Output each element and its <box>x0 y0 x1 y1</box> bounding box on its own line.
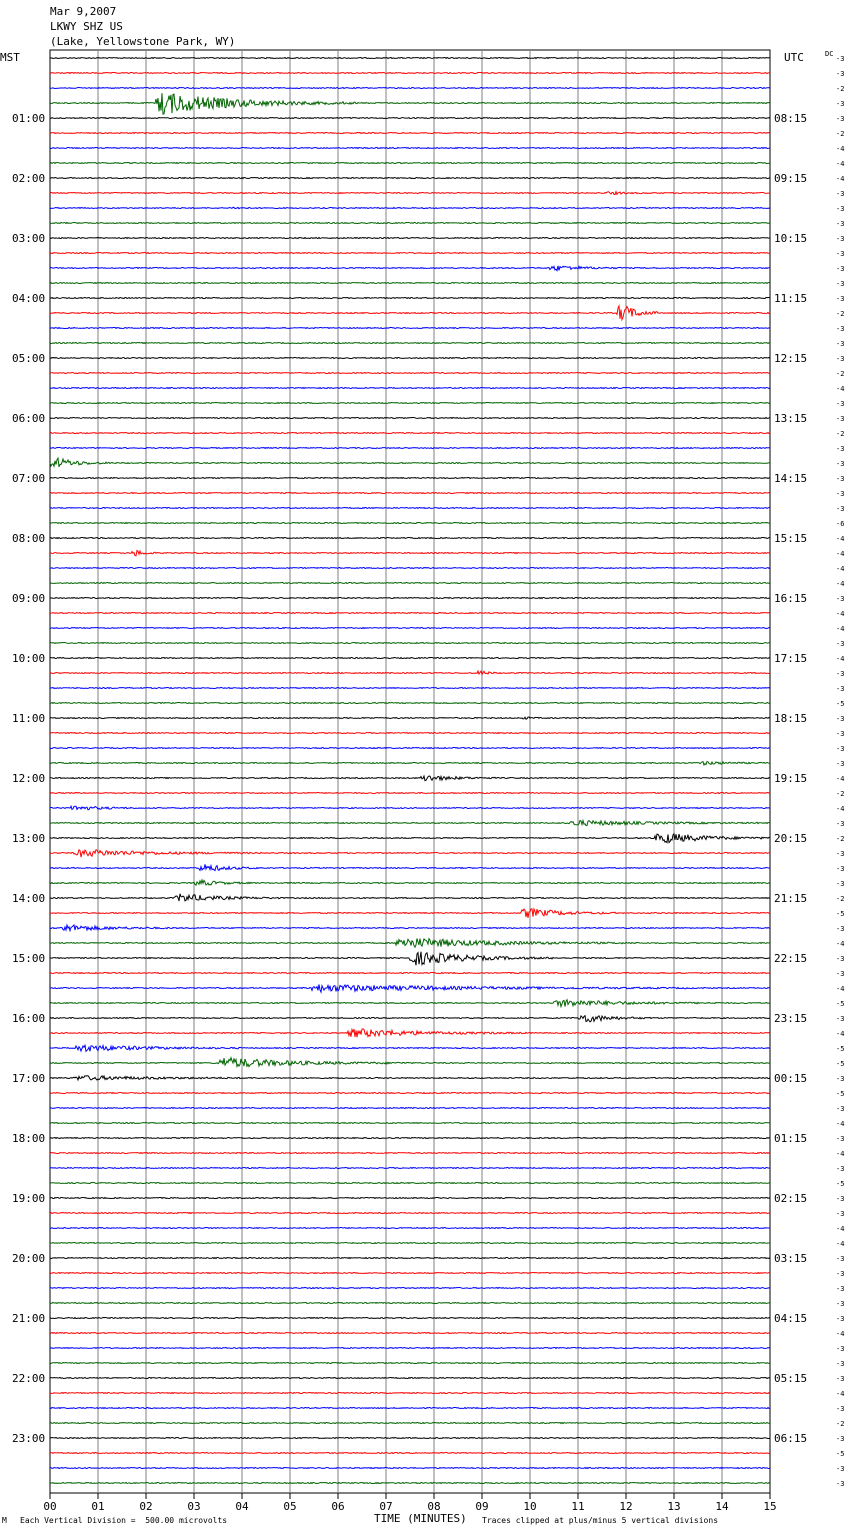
trace-line <box>50 583 770 584</box>
trace-line <box>50 418 770 419</box>
dc-offset-label: -3 <box>836 415 845 423</box>
dc-offset-label: -4 <box>836 1030 845 1038</box>
trace-line <box>50 1000 770 1007</box>
dc-offset-label: -5 <box>836 1090 845 1098</box>
dc-offset-label: -4 <box>836 1390 845 1398</box>
dc-offset-label: -4 <box>836 160 845 168</box>
trace-line <box>50 192 770 195</box>
trace-line <box>50 1423 770 1424</box>
trace-line <box>50 178 770 179</box>
dc-offset-label: -4 <box>836 1150 845 1158</box>
right-hour-label: 12:15 <box>774 352 808 365</box>
dc-offset-label: -4 <box>836 625 845 633</box>
trace-line <box>50 163 770 164</box>
left-hour-label: 22:00 <box>12 1372 46 1385</box>
dc-offset-label: -3 <box>836 205 845 213</box>
right-hour-label: 09:15 <box>774 172 808 185</box>
dc-offset-label: -4 <box>836 940 845 948</box>
dc-offset-label: -3 <box>836 715 845 723</box>
dc-offset-label: -4 <box>836 1120 845 1128</box>
x-tick-label: 04 <box>235 1500 249 1513</box>
trace-line <box>50 1483 770 1484</box>
right-hour-label: 22:15 <box>774 952 808 965</box>
dc-offset-label: -4 <box>836 550 845 558</box>
x-tick-label: 14 <box>715 1500 729 1513</box>
dc-offset-label: -3 <box>836 340 845 348</box>
dc-offset-label: -4 <box>836 805 845 813</box>
dc-offset-label: -6 <box>836 520 845 528</box>
trace-line <box>50 568 770 569</box>
trace-line <box>50 433 770 434</box>
trace-line <box>50 776 770 781</box>
trace-line <box>50 1303 770 1304</box>
left-hour-label: 21:00 <box>12 1312 46 1325</box>
dc-offset-label: -2 <box>836 835 845 843</box>
trace-line <box>50 358 770 359</box>
dc-offset-label: -3 <box>836 850 845 858</box>
left-hour-label: 04:00 <box>12 292 46 305</box>
trace-line <box>50 133 770 134</box>
trace-line <box>50 1333 770 1334</box>
clip-note: Traces clipped at plus/minus 5 vertical divisions <box>482 1516 719 1525</box>
dc-offset-label: -3 <box>836 55 845 63</box>
right-hour-label: 18:15 <box>774 712 808 725</box>
header-station: LKWY SHZ US <box>50 20 123 33</box>
trace-line <box>50 834 770 843</box>
trace-line <box>50 1348 770 1349</box>
dc-offset-label: -4 <box>836 985 845 993</box>
right-hour-label: 19:15 <box>774 772 808 785</box>
right-hour-label: 17:15 <box>774 652 808 665</box>
trace-line <box>50 1408 770 1409</box>
dc-offset-label: -3 <box>836 400 845 408</box>
dc-offset-label: -3 <box>836 1015 845 1023</box>
x-tick-label: 09 <box>475 1500 489 1513</box>
right-hour-label: 16:15 <box>774 592 808 605</box>
right-hour-label: 05:15 <box>774 1372 808 1385</box>
dc-offset-label: -3 <box>836 1465 845 1473</box>
dc-offset-label: -3 <box>836 1435 845 1443</box>
trace-line <box>50 985 770 993</box>
trace-line <box>50 448 770 449</box>
dc-offset-label: -3 <box>836 745 845 753</box>
trace-line <box>50 1183 770 1184</box>
dc-offset-label: -3 <box>836 1405 845 1413</box>
x-tick-label: 10 <box>523 1500 537 1513</box>
left-hour-label: 18:00 <box>12 1132 46 1145</box>
trace-line <box>50 403 770 404</box>
dc-offset-label: -3 <box>836 1210 845 1218</box>
dc-offset-label: -3 <box>836 1480 845 1488</box>
dc-offset-label: -3 <box>836 1105 845 1113</box>
trace-line <box>50 821 770 826</box>
dc-offset-label: -2 <box>836 790 845 798</box>
right-hour-label: 14:15 <box>774 472 808 485</box>
scale-note: Each Vertical Division = 500.00 microvolts <box>20 1516 228 1525</box>
left-hour-label: 11:00 <box>12 712 46 725</box>
trace-line <box>50 1438 770 1439</box>
trace-line <box>50 1453 770 1454</box>
left-hour-label: 01:00 <box>12 112 46 125</box>
trace-line <box>50 238 770 239</box>
dc-offset-label: -5 <box>836 1180 845 1188</box>
right-hour-label: 13:15 <box>774 412 808 425</box>
dc-offset-label: -3 <box>836 460 845 468</box>
corner-mark: M <box>2 1516 7 1525</box>
trace-line <box>50 1393 770 1394</box>
header-location: (Lake, Yellowstone Park, WY) <box>50 35 236 48</box>
right-hour-label: 03:15 <box>774 1252 808 1265</box>
dc-offset-label: -3 <box>836 1345 845 1353</box>
dc-offset-label: -3 <box>836 1315 845 1323</box>
trace-line <box>50 806 770 810</box>
trace-line <box>50 793 770 794</box>
right-hour-label: 08:15 <box>774 112 808 125</box>
left-hour-label: 12:00 <box>12 772 46 785</box>
dc-offset-label: -4 <box>836 145 845 153</box>
x-tick-label: 02 <box>139 1500 153 1513</box>
trace-line <box>50 1213 770 1214</box>
right-hour-label: 01:15 <box>774 1132 808 1145</box>
trace-line <box>50 373 770 374</box>
dc-offset-label: -5 <box>836 700 845 708</box>
trace-line <box>50 703 770 704</box>
trace-line <box>50 1016 770 1022</box>
trace-line <box>50 1108 770 1109</box>
x-tick-label: 06 <box>331 1500 345 1513</box>
x-tick-label: 05 <box>283 1500 297 1513</box>
trace-line <box>50 1123 770 1124</box>
dc-offset-label: -3 <box>836 475 845 483</box>
header-date: Mar 9,2007 <box>50 5 117 18</box>
trace-line <box>50 850 770 857</box>
trace-line <box>50 306 770 320</box>
dc-offset-label: -4 <box>836 385 845 393</box>
trace-line <box>50 1076 770 1080</box>
left-hour-label: 08:00 <box>12 532 46 545</box>
dc-offset-label: -3 <box>836 445 845 453</box>
left-hour-label: 06:00 <box>12 412 46 425</box>
left-hour-label: 10:00 <box>12 652 46 665</box>
dc-offset-label: -3 <box>836 1135 845 1143</box>
dc-offset-label: -3 <box>836 865 845 873</box>
dc-offset-label: -3 <box>836 1195 845 1203</box>
trace-line <box>50 343 770 344</box>
dc-offset-label: -5 <box>836 1450 845 1458</box>
dc-offset-label: -3 <box>836 595 845 603</box>
trace-line <box>50 478 770 479</box>
dc-offset-label: -5 <box>836 910 845 918</box>
dc-offset-label: -4 <box>836 535 845 543</box>
dc-offset-label: -4 <box>836 775 845 783</box>
trace-line <box>50 909 770 918</box>
trace-line <box>50 894 770 901</box>
trace-line <box>50 1093 770 1094</box>
trace-line <box>50 118 770 119</box>
dc-offset-label: -3 <box>836 355 845 363</box>
trace-line <box>50 717 770 719</box>
dc-offset-label: -5 <box>836 1060 845 1068</box>
trace-line <box>50 93 770 114</box>
x-tick-label: 08 <box>427 1500 441 1513</box>
trace-line <box>50 266 770 271</box>
trace-line <box>50 598 770 599</box>
trace-line <box>50 762 770 766</box>
right-hour-label: 23:15 <box>774 1012 808 1025</box>
dc-offset-label: -3 <box>836 670 845 678</box>
left-hour-label: 16:00 <box>12 1012 46 1025</box>
trace-line <box>50 643 770 644</box>
right-hour-label: 02:15 <box>774 1192 808 1205</box>
dc-offset-label: -2 <box>836 895 845 903</box>
trace-line <box>50 658 770 659</box>
dc-offset-label: -3 <box>836 880 845 888</box>
trace-line <box>50 1243 770 1244</box>
left-hour-label: 20:00 <box>12 1252 46 1265</box>
trace-line <box>50 298 770 299</box>
dc-offset-label: -2 <box>836 85 845 93</box>
dc-offset-label: -2 <box>836 370 845 378</box>
trace-line <box>50 148 770 149</box>
right-timezone-label: UTC <box>784 51 804 64</box>
trace-line <box>50 388 770 389</box>
right-hour-label: 20:15 <box>774 832 808 845</box>
right-hour-label: 15:15 <box>774 532 808 545</box>
dc-offset-label: -4 <box>836 1330 845 1338</box>
dc-offset-label: -3 <box>836 1270 845 1278</box>
dc-offset-label: -4 <box>836 1240 845 1248</box>
dc-offset-label: -4 <box>836 175 845 183</box>
x-tick-label: 13 <box>667 1500 681 1513</box>
trace-line <box>50 1468 770 1469</box>
left-hour-label: 13:00 <box>12 832 46 845</box>
trace-line <box>50 508 770 509</box>
trace-line <box>50 671 770 675</box>
dc-offset-label: -2 <box>836 1420 845 1428</box>
trace-line <box>50 1168 770 1169</box>
trace-line <box>50 1363 770 1364</box>
dc-offset-label: -3 <box>836 250 845 258</box>
dc-offset-label: -3 <box>836 955 845 963</box>
x-tick-label: 11 <box>571 1500 585 1513</box>
dc-offset-label: -3 <box>836 1165 845 1173</box>
trace-line <box>50 628 770 629</box>
dc-offset-label: -3 <box>836 295 845 303</box>
x-tick-label: 07 <box>379 1500 393 1513</box>
trace-line <box>50 1138 770 1139</box>
dc-offset-label: -3 <box>836 1360 845 1368</box>
trace-line <box>50 688 770 689</box>
x-axis-title: TIME (MINUTES) <box>374 1512 467 1525</box>
trace-line <box>50 328 770 329</box>
dc-offset-label: -3 <box>836 1255 845 1263</box>
trace-line <box>50 1198 770 1199</box>
dc-offset-label: -4 <box>836 565 845 573</box>
trace-line <box>50 1288 770 1289</box>
trace-line <box>50 551 770 556</box>
trace-line <box>50 748 770 749</box>
dc-offset-label: -4 <box>836 1225 845 1233</box>
trace-line <box>50 1228 770 1229</box>
dc-offset-label: -3 <box>836 1375 845 1383</box>
trace-line <box>50 73 770 74</box>
trace-line <box>50 939 770 948</box>
left-hour-label: 03:00 <box>12 232 46 245</box>
dc-offset-label: -2 <box>836 310 845 318</box>
dc-offset-label: -4 <box>836 580 845 588</box>
dc-offset-label: -3 <box>836 685 845 693</box>
trace-line <box>50 1045 770 1051</box>
dc-offset-label: -3 <box>836 280 845 288</box>
dc-offset-label: -3 <box>836 100 845 108</box>
dc-offset-label: -3 <box>836 235 845 243</box>
dc-offset-label: -3 <box>836 505 845 513</box>
dc-offset-label: -2 <box>836 130 845 138</box>
dc-offset-label: -3 <box>836 640 845 648</box>
trace-line <box>50 1378 770 1379</box>
trace-line <box>50 538 770 539</box>
trace-line <box>50 733 770 734</box>
x-tick-label: 00 <box>43 1500 57 1513</box>
left-hour-label: 09:00 <box>12 592 46 605</box>
dc-offset-label: -3 <box>836 1300 845 1308</box>
right-hour-label: 10:15 <box>774 232 808 245</box>
dc-offset-label: -3 <box>836 490 845 498</box>
dc-offset-label: -3 <box>836 1075 845 1083</box>
left-timezone-label: MST <box>0 51 20 64</box>
x-tick-label: 15 <box>763 1500 777 1513</box>
dc-offset-label: -2 <box>836 430 845 438</box>
trace-line <box>50 88 770 89</box>
trace-line <box>50 493 770 494</box>
trace-line <box>50 253 770 254</box>
dc-offset-label: -3 <box>836 760 845 768</box>
x-tick-label: 01 <box>91 1500 105 1513</box>
dc-offset-label: -4 <box>836 655 845 663</box>
trace-line <box>50 864 770 870</box>
trace-line <box>50 1318 770 1319</box>
dc-label: DC <box>825 50 834 58</box>
dc-offset-label: -3 <box>836 265 845 273</box>
left-hour-label: 17:00 <box>12 1072 46 1085</box>
dc-offset-label: -4 <box>836 610 845 618</box>
right-hour-label: 04:15 <box>774 1312 808 1325</box>
dc-offset-label: -3 <box>836 115 845 123</box>
left-hour-label: 15:00 <box>12 952 46 965</box>
right-hour-label: 21:15 <box>774 892 808 905</box>
trace-line <box>50 207 770 209</box>
trace-line <box>50 1258 770 1259</box>
trace-line <box>50 1153 770 1154</box>
dc-offset-label: -3 <box>836 925 845 933</box>
trace-line <box>50 952 770 966</box>
right-hour-label: 11:15 <box>774 292 808 305</box>
dc-offset-label: -5 <box>836 1045 845 1053</box>
dc-offset-label: -3 <box>836 70 845 78</box>
trace-line <box>50 973 770 974</box>
left-hour-label: 14:00 <box>12 892 46 905</box>
left-hour-label: 07:00 <box>12 472 46 485</box>
right-hour-label: 06:15 <box>774 1432 808 1445</box>
left-hour-label: 05:00 <box>12 352 46 365</box>
trace-line <box>50 1273 770 1274</box>
trace-line <box>50 613 770 614</box>
x-tick-label: 12 <box>619 1500 633 1513</box>
trace-line <box>50 223 770 224</box>
trace-line <box>50 523 770 524</box>
trace-line <box>50 1058 770 1067</box>
dc-offset-label: -3 <box>836 190 845 198</box>
dc-offset-label: -3 <box>836 730 845 738</box>
dc-offset-label: -3 <box>836 970 845 978</box>
plot-frame <box>50 50 770 1493</box>
trace-line <box>50 283 770 284</box>
dc-offset-label: -3 <box>836 220 845 228</box>
dc-offset-label: -3 <box>836 325 845 333</box>
trace-line <box>50 458 770 467</box>
trace-line <box>50 925 770 931</box>
left-hour-label: 19:00 <box>12 1192 46 1205</box>
x-tick-label: 03 <box>187 1500 201 1513</box>
trace-line <box>50 1029 770 1038</box>
trace-line <box>50 58 770 59</box>
dc-offset-label: -3 <box>836 820 845 828</box>
left-hour-label: 23:00 <box>12 1432 46 1445</box>
right-hour-label: 00:15 <box>774 1072 808 1085</box>
left-hour-label: 02:00 <box>12 172 46 185</box>
dc-offset-label: -3 <box>836 1285 845 1293</box>
trace-line <box>50 880 770 885</box>
dc-offset-label: -5 <box>836 1000 845 1008</box>
